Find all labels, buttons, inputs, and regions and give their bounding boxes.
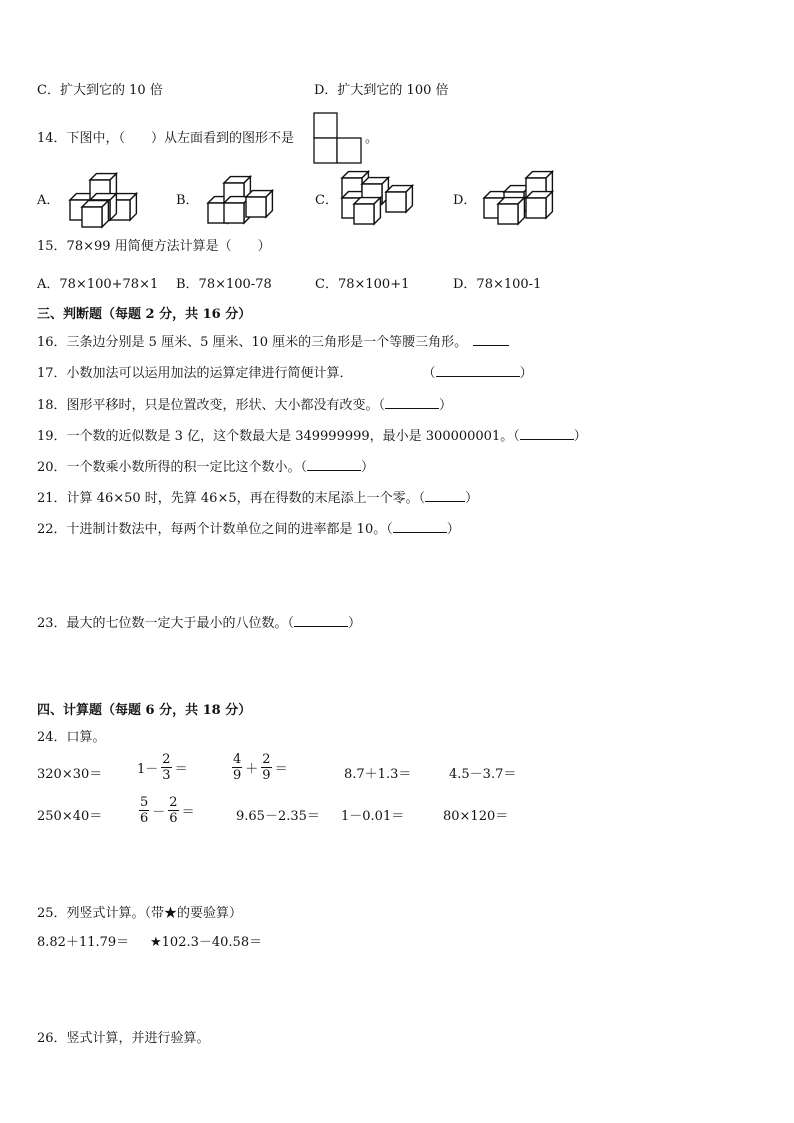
option-d-label: D． [453, 193, 477, 208]
expr-lead: 1－ [137, 762, 159, 777]
question-14-stem [37, 130, 294, 148]
cube-figure-a [68, 173, 140, 229]
answer-blank[interactable] [436, 364, 520, 377]
denominator: 6 [169, 811, 178, 826]
answer-blank[interactable] [294, 614, 348, 627]
equals-sign: ＝ [274, 762, 288, 777]
question-16-text: 16．三条边分别是 5 厘米、5 厘米、10 厘米的三角形是一个等腰三角形。 [37, 335, 468, 350]
denominator: 6 [140, 811, 149, 826]
fraction [168, 795, 178, 826]
numerator: 2 [162, 752, 171, 767]
expr-8.82-plus-11.79: 8.82＋11.79＝ [37, 935, 130, 950]
option-c: C．78×100+1 [315, 277, 410, 292]
equals-sign: ＝ [181, 805, 195, 820]
fraction [139, 795, 149, 826]
expr-1-minus-0.01 [341, 805, 404, 824]
question-17-text: 17．小数加法可以运用加法的运算定律进行简便计算． [37, 366, 353, 381]
question-18 [37, 396, 452, 415]
question-20-text: 20．一个数乘小数所得的积一定比这个数小。（ [37, 460, 308, 475]
paren-close: ） [573, 429, 587, 444]
paren-close: ） [361, 460, 375, 475]
answer-blank[interactable] [307, 458, 361, 471]
question-22 [37, 520, 460, 539]
fraction [232, 752, 242, 783]
expr-text: 320×30＝ [37, 767, 103, 782]
question-21 [37, 489, 478, 508]
answer-blank[interactable] [473, 333, 509, 346]
question-14-suffix: 。 [365, 131, 379, 146]
option-a: A．78×100+78×1 [37, 277, 159, 292]
cube [82, 201, 108, 227]
cube [386, 186, 412, 212]
answer-blank[interactable] [425, 489, 465, 502]
option-c: C．扩大到它的 10 倍 [37, 83, 163, 98]
left-view-figure [313, 112, 363, 164]
question-26-stem: 26．竖式计算，并进行验算。 [37, 1031, 210, 1046]
cube [354, 198, 380, 224]
option-c-label: C． [315, 193, 338, 208]
expr-text: 80×120＝ [443, 809, 509, 824]
expr-text: 9.65－2.35＝ [236, 809, 320, 824]
question-19 [37, 427, 587, 446]
numerator: 2 [169, 795, 178, 810]
option-b-label: B． [176, 193, 199, 208]
denominator: 9 [262, 768, 271, 783]
answer-blank[interactable] [393, 520, 447, 533]
denominator: 9 [233, 768, 242, 783]
expr-80x120 [443, 805, 508, 824]
paren-open: （ [422, 366, 436, 381]
operator: － [152, 805, 166, 820]
expr-text: 250×40＝ [37, 809, 103, 824]
cube-figure-c [340, 170, 414, 228]
cube [498, 198, 524, 224]
expr-8.7-plus-1.3 [344, 763, 411, 782]
expr-text: 1－0.01＝ [341, 809, 405, 824]
cube-figure-b [206, 175, 278, 227]
option-a-label: A． [37, 193, 60, 208]
paren-close: ） [519, 366, 533, 381]
question-20 [37, 458, 374, 477]
question-22-text: 22．十进制计数法中，每两个计数单位之间的进率都是 10。（ [37, 522, 393, 537]
cube-figure-d [482, 170, 558, 226]
paren-close: ） [446, 522, 460, 537]
expr-1-minus-frac [137, 752, 188, 783]
section-4-title: 四、计算题（每题 6 分，共 18 分） [37, 703, 252, 718]
option-d: D．78×100-1 [453, 277, 542, 292]
question-14-text: 14．下图中，（ ）从左面看到的图形不是 [37, 131, 295, 146]
expr-102.3-minus-40.58: ★102.3－40.58＝ [150, 935, 263, 950]
expr-9.65-minus-2.35 [236, 805, 320, 824]
answer-blank[interactable] [385, 396, 439, 409]
fraction [261, 752, 271, 783]
question-17 [37, 364, 533, 383]
section-3-title: 三、判断题（每题 2 分，共 16 分） [37, 307, 252, 322]
question-19-text: 19．一个数的近似数是 3 亿，这个数最大是 349999999，最小是 300000001。（ [37, 429, 520, 444]
option-b: B．78×100-78 [176, 277, 272, 292]
fraction [161, 752, 171, 783]
expr-320x30 [37, 763, 102, 782]
question-23-text: 23．最大的七位数一定大于最小的八位数。（ [37, 616, 295, 631]
denominator: 3 [162, 768, 171, 783]
cube [526, 192, 552, 218]
paren-close: ） [348, 616, 362, 631]
numerator: 5 [140, 795, 149, 810]
paren-close: ） [465, 491, 479, 506]
option-d: D．扩大到它的 100 倍 [314, 83, 449, 98]
equals-sign: ＝ [174, 762, 188, 777]
paren-close: ） [439, 398, 453, 413]
cube [246, 191, 272, 217]
question-24-stem: 24．口算。 [37, 730, 106, 745]
question-16 [37, 333, 509, 352]
numerator: 2 [262, 752, 271, 767]
expr-text: 4.5－3.7＝ [449, 767, 517, 782]
operator: ＋ [245, 762, 259, 777]
question-18-text: 18．图形平移时，只是位置改变，形状、大小都没有改变。（ [37, 398, 386, 413]
question-15-stem: 15．78×99 用简便方法计算是（ ） [37, 239, 271, 254]
answer-blank[interactable] [520, 427, 574, 440]
expr-4.5-minus-3.7 [449, 763, 516, 782]
question-25-stem: 25．列竖式计算。（带★的要验算） [37, 906, 243, 921]
expr-frac-minus-frac [139, 795, 195, 826]
expr-text: 8.7＋1.3＝ [344, 767, 412, 782]
question-21-text: 21．计算 46×50 时，先算 46×5，再在得数的末尾添上一个零。（ [37, 491, 426, 506]
expr-250x40 [37, 805, 102, 824]
expr-frac-plus-frac [232, 752, 288, 783]
question-23 [37, 614, 361, 633]
numerator: 4 [233, 752, 242, 767]
